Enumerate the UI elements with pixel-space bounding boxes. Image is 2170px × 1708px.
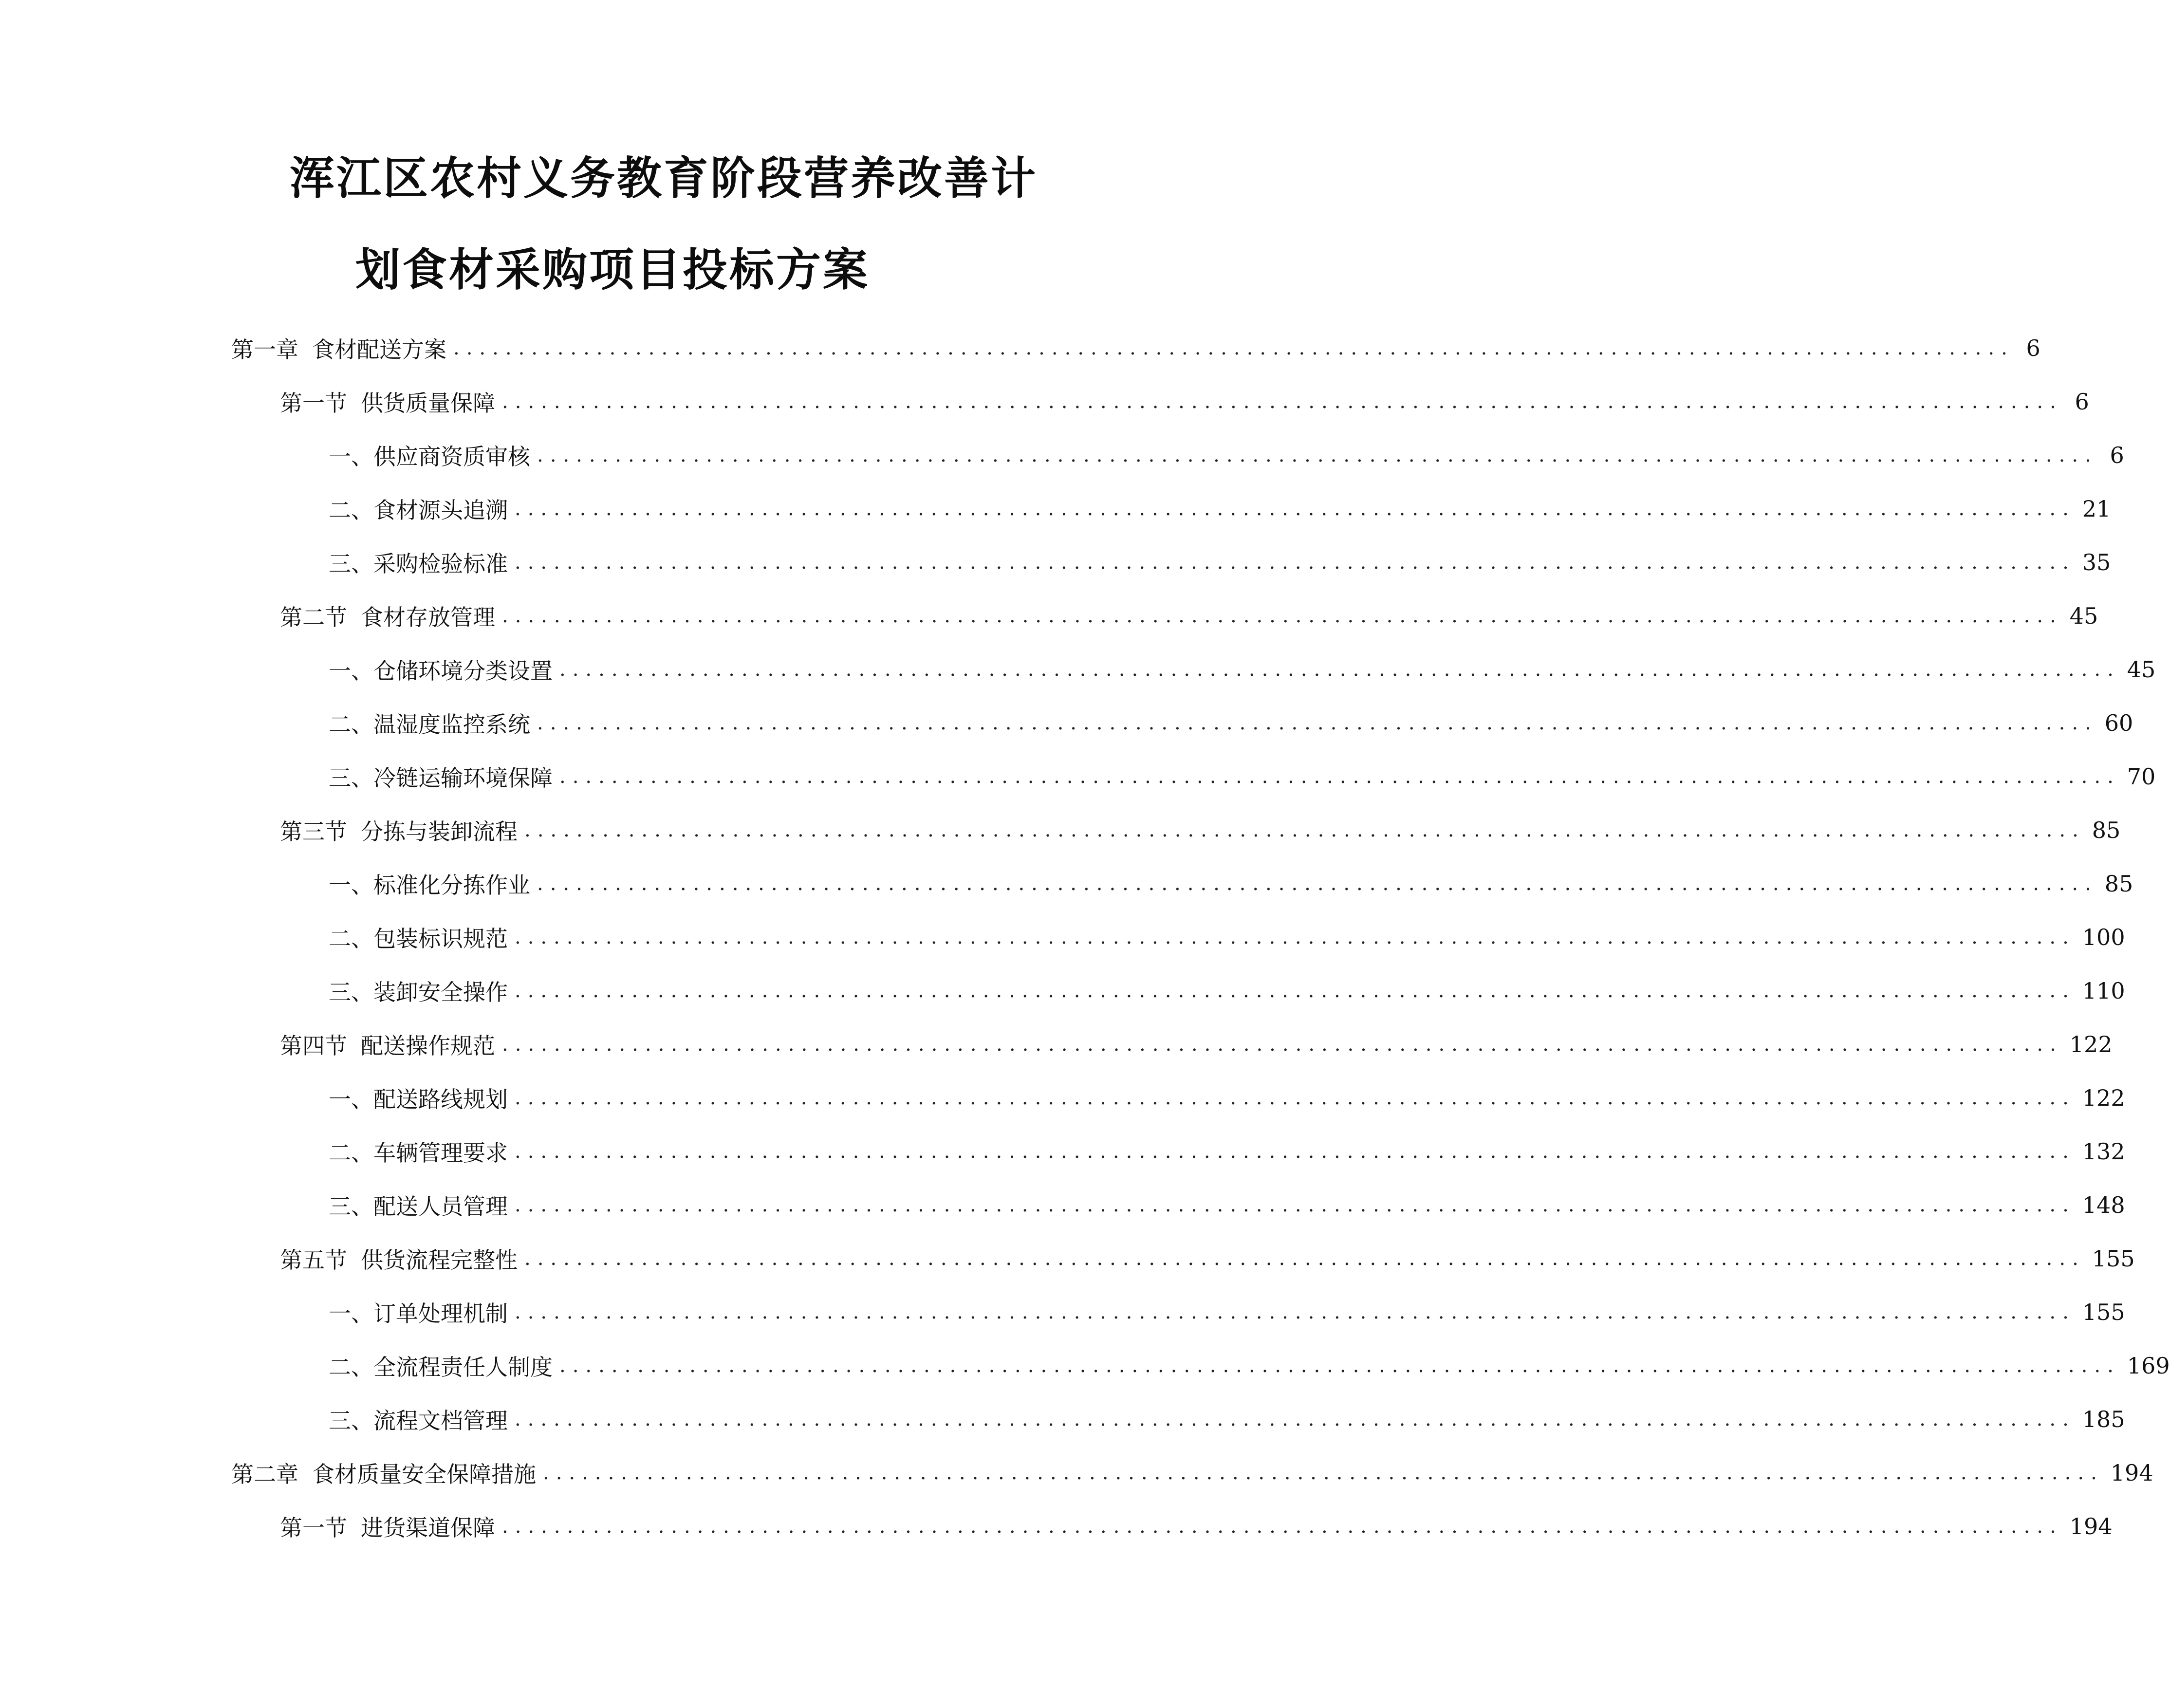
toc-entry-page-number: 122 [2082,1085,2125,1111]
toc-dot-leader: ........................................................................................................................ [537,712,2098,734]
toc-dot-leader: ........................................................................................................................ [537,444,2098,466]
toc-entry-label: 冷链运输环境保障 [373,765,553,791]
toc-entry-page-number: 45 [2069,603,2098,629]
toc-entry[interactable] [329,650,2156,689]
toc-entry-number: 第三节 [280,818,347,845]
toc-entry-number: 二、 [329,1140,373,1166]
toc-entry-number: 第四节 [280,1033,347,1059]
toc-entry-page-number: 155 [2092,1245,2135,1272]
toc-dot-leader: ........................................................................................................................ [502,1033,2063,1056]
toc-entry-number: 二、 [329,926,373,952]
toc-dot-leader: ........................................................................................................................ [502,1515,2063,1538]
toc-entry-page-number: 85 [2092,817,2121,843]
toc-dot-leader: ........................................................................................................................ [515,980,2076,1002]
toc-entry[interactable] [231,329,2040,368]
toc-entry-page-number: 185 [2082,1406,2125,1432]
toc-entry[interactable] [329,704,2133,743]
toc-entry-number: 三、 [329,1193,373,1220]
toc-entry-label: 车辆管理要求 [373,1140,508,1166]
toc-entry-page-number: 21 [2082,496,2111,522]
toc-entry-number: 三、 [329,1408,373,1434]
toc-dot-leader: ........................................................................................................................ [524,819,2085,841]
toc-entry-label: 配送路线规划 [373,1086,508,1113]
toc-entry-page-number: 6 [2075,389,2089,415]
toc-dot-leader: ........................................................................................................................ [559,1355,2120,1377]
toc-dot-leader: ........................................................................................................................ [515,1408,2076,1430]
toc-entry[interactable] [280,1239,2135,1278]
toc-entry-label: 配送人员管理 [373,1193,508,1220]
toc-entry-label: 分拣与装卸流程 [361,818,518,845]
toc-entry-page-number: 35 [2082,549,2111,576]
toc-entry-number: 第二章 [231,1461,298,1487]
toc-dot-leader: ........................................................................................................................ [524,1247,2085,1270]
toc-entry-number: 第一节 [280,1515,347,1541]
toc-entry-page-number: 194 [2069,1513,2113,1540]
toc-dot-leader: ........................................................................................................................ [515,926,2076,948]
toc-entry-label: 标准化分拣作业 [373,872,530,898]
toc-entry-page-number: 6 [2026,335,2040,361]
toc-entry[interactable] [329,1346,2170,1385]
toc-entry[interactable] [329,543,2111,582]
toc-entry-page-number: 169 [2127,1353,2170,1379]
toc-entry-label: 食材配送方案 [312,336,446,363]
toc-entry[interactable] [280,596,2098,635]
toc-dot-leader: ........................................................................................................................ [515,1194,2076,1216]
toc-entry-number: 第一章 [231,336,298,363]
toc-entry-label: 食材源头追溯 [373,497,508,523]
toc-entry[interactable] [231,1453,2153,1492]
toc-entry-label: 供应商资质审核 [373,444,530,470]
toc-entry-label: 食材质量安全保障措施 [312,1461,536,1487]
toc-entry[interactable] [280,1025,2113,1064]
toc-entry[interactable] [329,489,2111,528]
toc-dot-leader: ........................................................................................................................ [515,1140,2076,1163]
toc-entry-number: 二、 [329,497,373,523]
toc-entry-page-number: 85 [2104,871,2133,897]
toc-entry-label: 包装标识规范 [373,926,508,952]
toc-entry-page-number: 60 [2104,710,2133,736]
toc-entry[interactable] [280,382,2089,421]
toc-entry-number: 一、 [329,1300,373,1327]
toc-entry-number: 第二节 [280,604,347,631]
toc-dot-leader: ........................................................................................................................ [502,390,2063,413]
toc-entry[interactable] [329,1400,2125,1439]
toc-entry-page-number: 70 [2127,763,2156,790]
toc-dot-leader: ........................................................................................................................ [559,658,2120,681]
toc-dot-leader: ........................................................................................................................ [537,873,2098,895]
toc-entry[interactable] [329,1293,2125,1332]
toc-entry-page-number: 45 [2127,656,2156,683]
toc-entry[interactable] [280,811,2121,850]
toc-entry-page-number: 110 [2082,978,2125,1004]
toc-entry-label: 配送操作规范 [361,1033,495,1059]
toc-entry-page-number: 132 [2082,1138,2125,1165]
toc-entry-number: 三、 [329,765,373,791]
toc-entry-number: 二、 [329,711,373,738]
toc-entry[interactable] [329,1078,2125,1117]
toc-dot-leader: ........................................................................................................................ [543,1462,2104,1484]
toc-dot-leader: ........................................................................................................................ [502,605,2063,627]
toc-entry[interactable] [329,1132,2125,1171]
toc-entry-label: 全流程责任人制度 [373,1354,553,1380]
toc-entry-label: 流程文档管理 [373,1408,508,1434]
toc-entry-label: 进货渠道保障 [361,1515,495,1541]
document-title-line-2: 划食材采购项目投标方案 [355,243,870,296]
toc-entry-number: 一、 [329,658,373,684]
toc-entry-label: 供货质量保障 [361,390,495,416]
toc-entry-number: 一、 [329,1086,373,1113]
document-title-line-1: 浑江区农村义务教育阶段营养改善计 [290,152,1038,204]
toc-entry-label: 订单处理机制 [373,1300,508,1327]
toc-dot-leader: ........................................................................................................................ [453,337,2014,359]
toc-dot-leader: ........................................................................................................................ [515,1087,2076,1109]
toc-entry[interactable] [329,1186,2125,1225]
toc-dot-leader: ........................................................................................................................ [559,765,2120,788]
toc-entry-page-number: 155 [2082,1299,2125,1325]
toc-entry-label: 装卸安全操作 [373,979,508,1005]
toc-entry-page-number: 122 [2069,1031,2113,1058]
toc-entry-label: 采购检验标准 [373,551,508,577]
toc-entry-number: 一、 [329,872,373,898]
toc-dot-leader: ........................................................................................................................ [515,498,2076,520]
toc-entry-label: 仓储环境分类设置 [373,658,553,684]
toc-entry-number: 一、 [329,444,373,470]
toc-entry-number: 三、 [329,979,373,1005]
toc-entry-label: 食材存放管理 [361,604,495,631]
toc-entry-number: 第五节 [280,1247,347,1273]
toc-entry-number: 三、 [329,551,373,577]
toc-entry-page-number: 100 [2082,924,2125,950]
toc-dot-leader: ........................................................................................................................ [515,1301,2076,1323]
toc-entry-label: 供货流程完整性 [361,1247,518,1273]
toc-entry[interactable] [280,1507,2113,1546]
toc-entry-label: 温湿度监控系统 [373,711,530,738]
toc-dot-leader: ........................................................................................................................ [515,551,2076,574]
toc-entry-number: 第一节 [280,390,347,416]
toc-entry-page-number: 6 [2110,442,2124,468]
toc-entry[interactable] [329,918,2125,957]
toc-entry-page-number: 148 [2082,1192,2125,1218]
toc-entry-page-number: 194 [2110,1460,2153,1486]
toc-entry[interactable] [329,436,2124,475]
toc-entry-number: 二、 [329,1354,373,1380]
toc-entry[interactable] [329,864,2133,903]
toc-entry[interactable] [329,757,2156,796]
toc-entry[interactable] [329,971,2125,1010]
